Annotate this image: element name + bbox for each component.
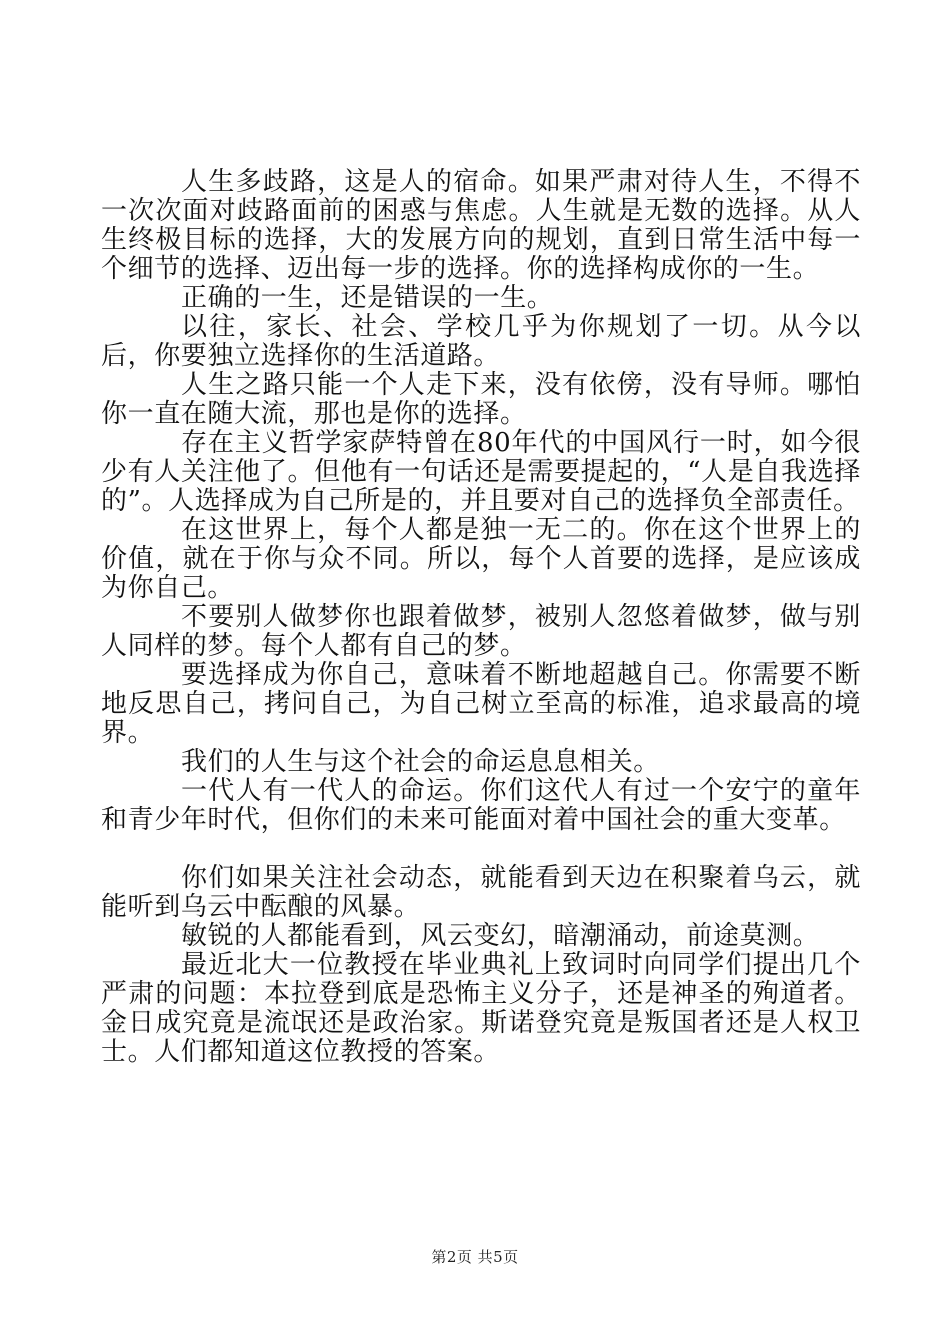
paragraph: 我们的人生与这个社会的命运息息相关。 — [181, 747, 660, 777]
paragraph: 敏锐的人都能看到，风云变幻，暗潮涌动，前途莫测。 — [181, 921, 820, 951]
paragraph: 以往，家长、社会、学校几乎为你规划了一切。从今以后，你要独立选择你的生活道路。 — [101, 312, 861, 371]
paragraph: 要选择成为你自己，意味着不断地超越自己。你需要不断地反思自己，拷问自己，为自己树立至高的标准，追求最高的境界。 — [101, 660, 861, 748]
paragraph: 最近北大一位教授在毕业典礼上致词时向同学们提出几个严肃的问题：本拉登到底是恐怖主义分子，还是神圣的殉道者。金日成究竟是流氓还是政治家。斯诺登究竟是叛国者还是人权卫士。人们都知道这位教授的答案。 — [101, 950, 861, 1067]
body-text — [101, 168, 861, 1067]
page-footer: 第2页 共5页 — [431, 1248, 519, 1266]
paragraph: 不要别人做梦你也跟着做梦，被别人忽悠着做梦，做与别人同样的梦。每个人都有自己的梦。 — [101, 602, 861, 661]
paragraph: 存在主义哲学家萨特曾在80年代的中国风行一时，如今很少有人关注他了。但他有一句话还是需要提起的，“人是自我选择的”。人选择成为自己所是的，并且要对自己的选择负全部责任。 — [101, 428, 861, 516]
paragraph: 正确的一生，还是错误的一生。 — [181, 283, 554, 313]
paragraph: 一代人有一代人的命运。你们这代人有过一个安宁的童年和青少年时代，但你们的未来可能面对着中国社会的重大变革。 — [101, 776, 861, 835]
paragraph: 在这世界上，每个人都是独一无二的。你在这个世界上的价值，就在于你与众不同。所以，每个人首要的选择，是应该成为你自己。 — [101, 515, 861, 603]
paragraph: 人生之路只能一个人走下来，没有依傍，没有导师。哪怕你一直在随大流，那也是你的选择。 — [101, 370, 861, 429]
paragraph-spacer — [101, 835, 861, 864]
paragraph: 你们如果关注社会动态，就能看到天边在积聚着乌云，就能听到乌云中酝酿的风暴。 — [101, 863, 861, 922]
paragraph: 人生多歧路，这是人的宿命。如果严肃对待人生，不得不一次次面对歧路面前的困惑与焦虑。人生就是无数的选择。从人生终极目标的选择，大的发展方向的规划，直到日常生活中每一个细节的选择、迈出每一步的选择。你的选择构成你的一生。 — [101, 167, 861, 284]
